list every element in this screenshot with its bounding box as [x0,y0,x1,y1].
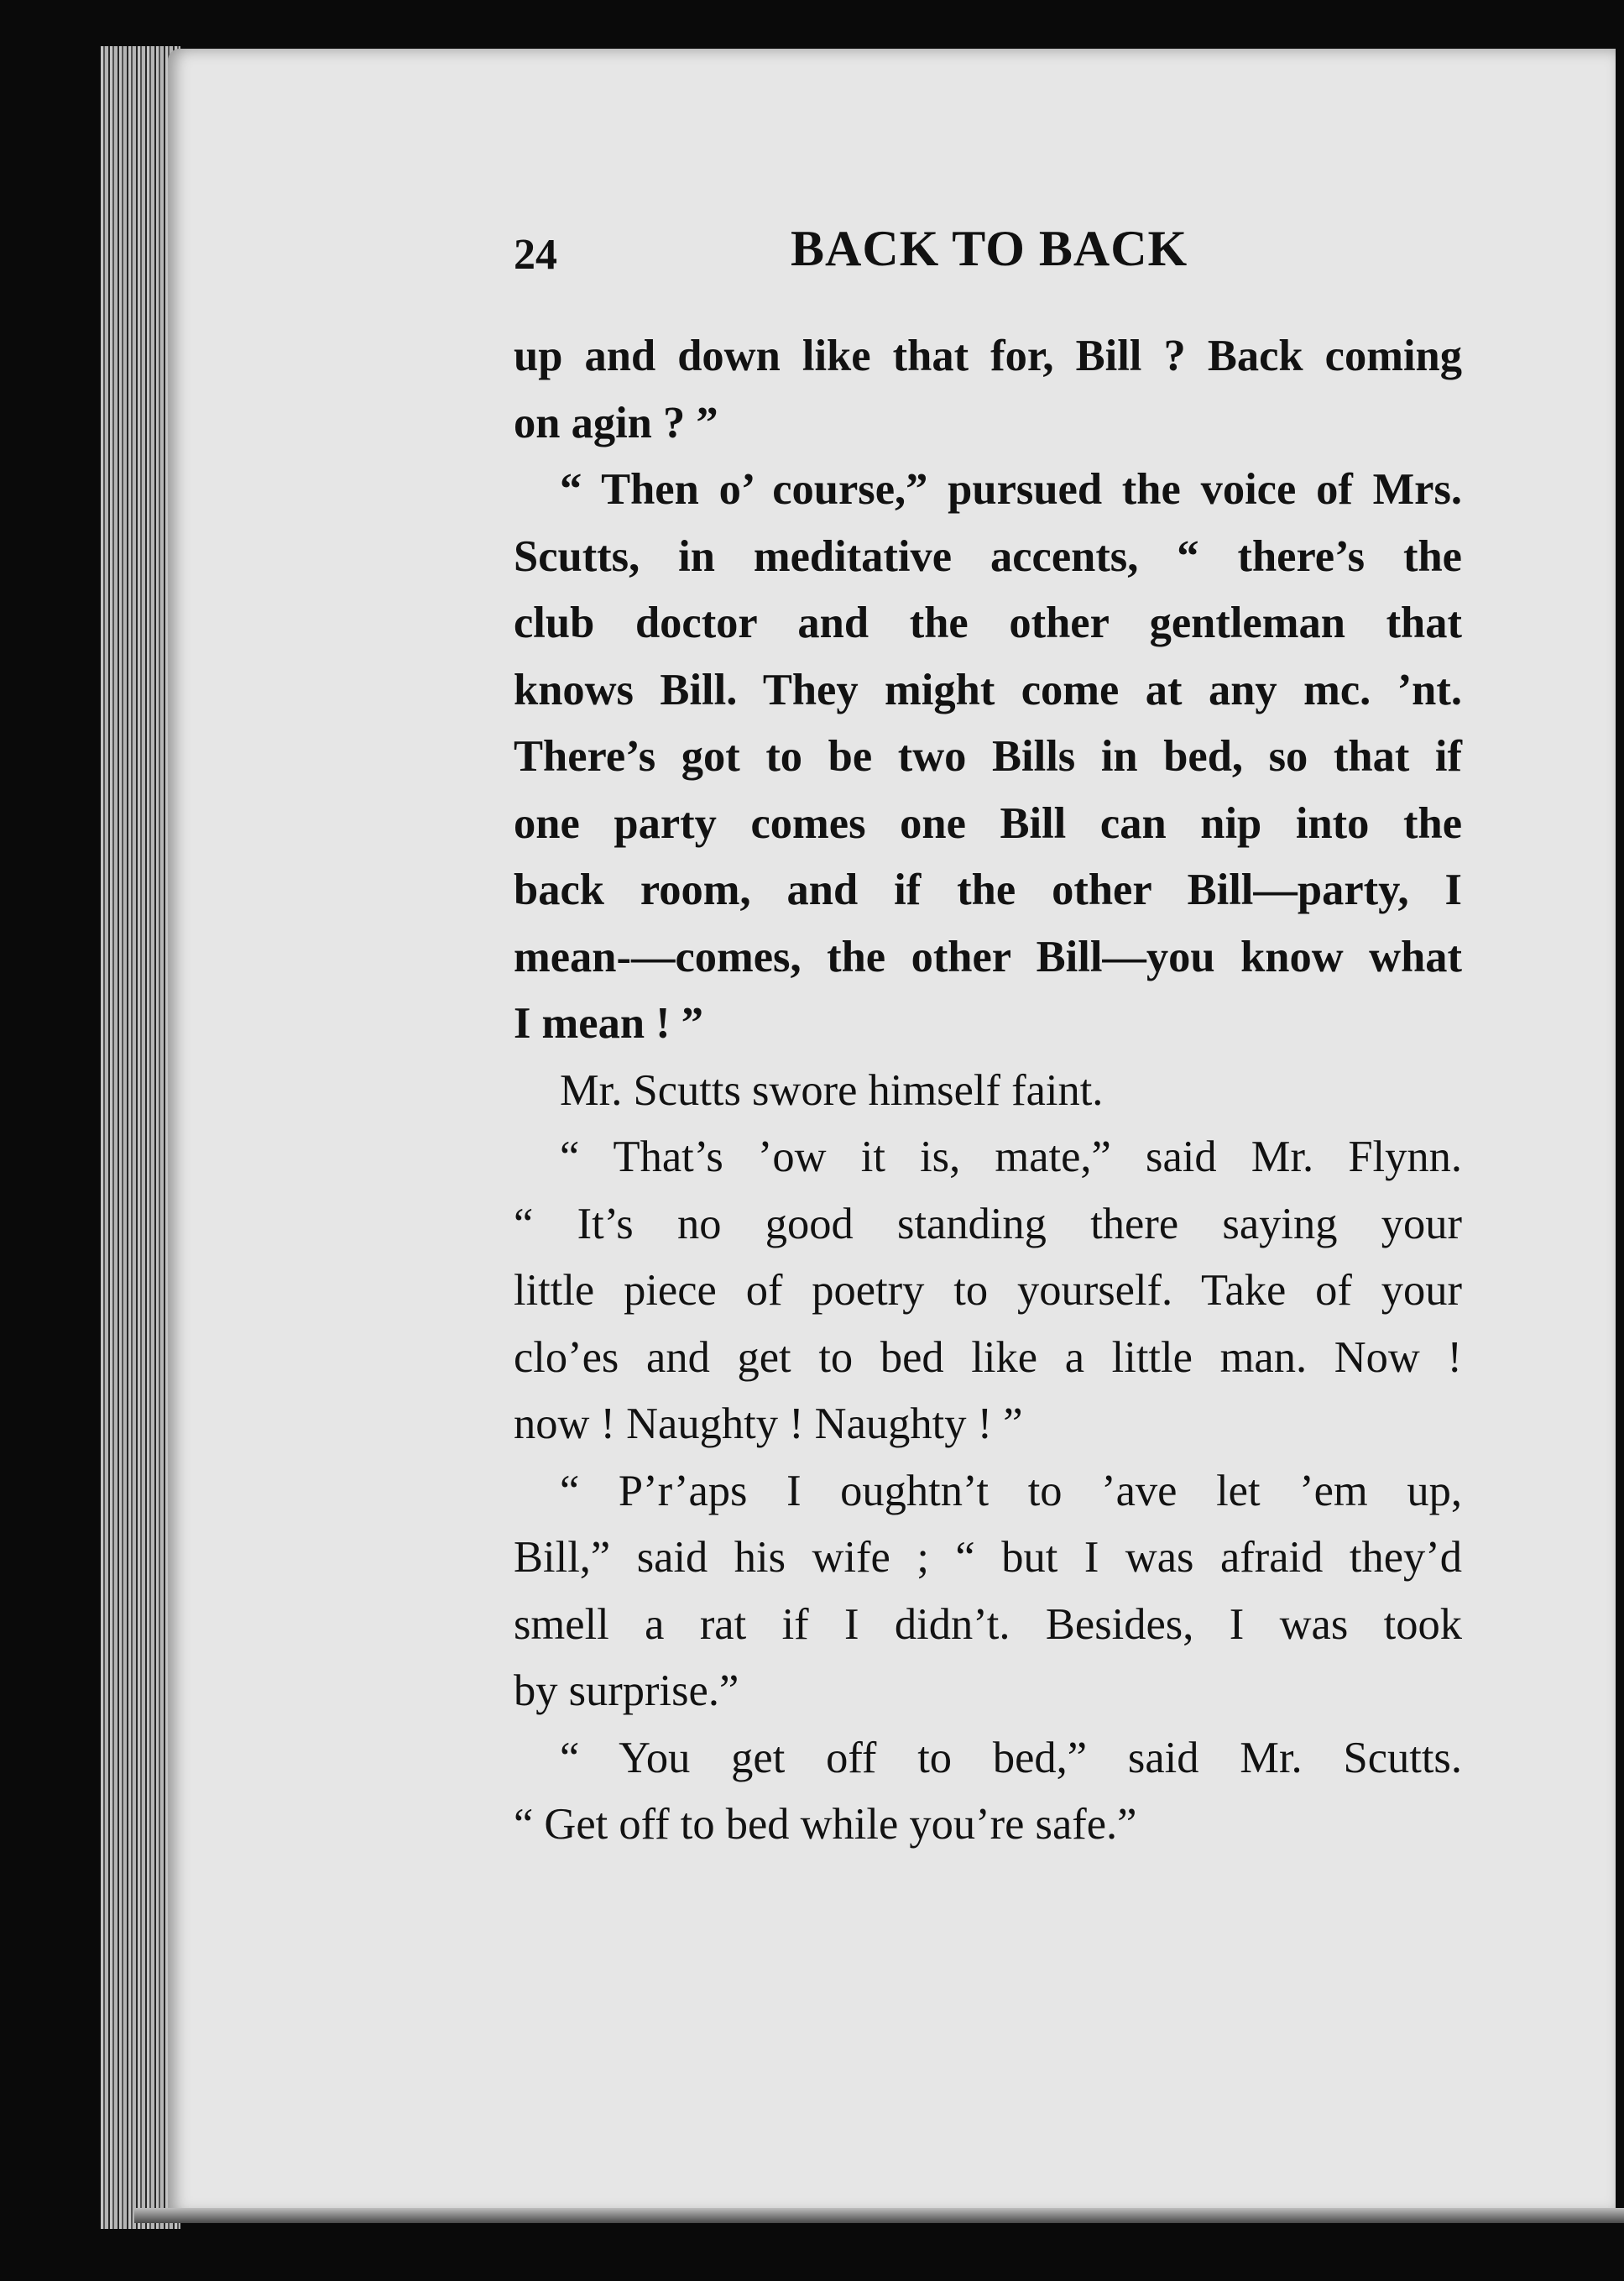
text-line: “ Get off to bed while you’re safe.” [514,1800,1137,1849]
text-line: clo’es and get to bed like a little man. Now ! [514,1332,1462,1382]
text-line: on agin ? ” [514,398,718,447]
text-line: Scutts, in meditative accents, “ there’s the [514,531,1462,581]
text-line: club doctor and the other gentleman that [514,599,1462,647]
text-line: “ Then o’ course,” pursued the voice of Mrs. [560,465,1462,514]
page-bottom-edge [134,2208,1624,2223]
running-title: BACK TO BACK [791,221,1188,276]
text-line: back room, and if the other Bill—party, I [514,866,1462,914]
text-line: mean-—comes, the other Bill—you know what [514,932,1462,981]
text-line: by surprise.” [514,1666,739,1715]
text-line: “ P’r’aps I oughtn’t to ’ave let ’em up, [560,1466,1462,1515]
text-line: now ! Naughty ! Naughty ! ” [514,1399,1023,1448]
text-line: “ That’s ’ow it is, mate,” said Mr. Flynn. [560,1133,1462,1181]
text-line: one party comes one Bill can nip into the [514,798,1462,848]
text-line: There’s got to be two Bills in bed, so that if [514,732,1462,781]
text-line: up and down like that for, Bill ? Back coming [514,332,1462,380]
text-line: knows Bill. They might come at any mc. ’nt. [514,665,1462,714]
text-line: smell a rat if I didn’t. Besides, I was took [514,1599,1462,1649]
text-line: “ It’s no good standing there saying your [514,1199,1462,1248]
body-text [514,323,1462,1859]
page-number: 24 [514,231,557,279]
text-line: little piece of poetry to yourself. Take of your [514,1266,1462,1315]
text-line: “ You get off to bed,” said Mr. Scutts. [560,1733,1462,1782]
text-line: I mean ! ” [514,999,704,1048]
running-head [514,220,1462,287]
text-line: Bill,” said his wife ; “ but I was afraid they’d [514,1533,1462,1582]
text-line: Mr. Scutts swore himself faint. [560,1065,1104,1115]
